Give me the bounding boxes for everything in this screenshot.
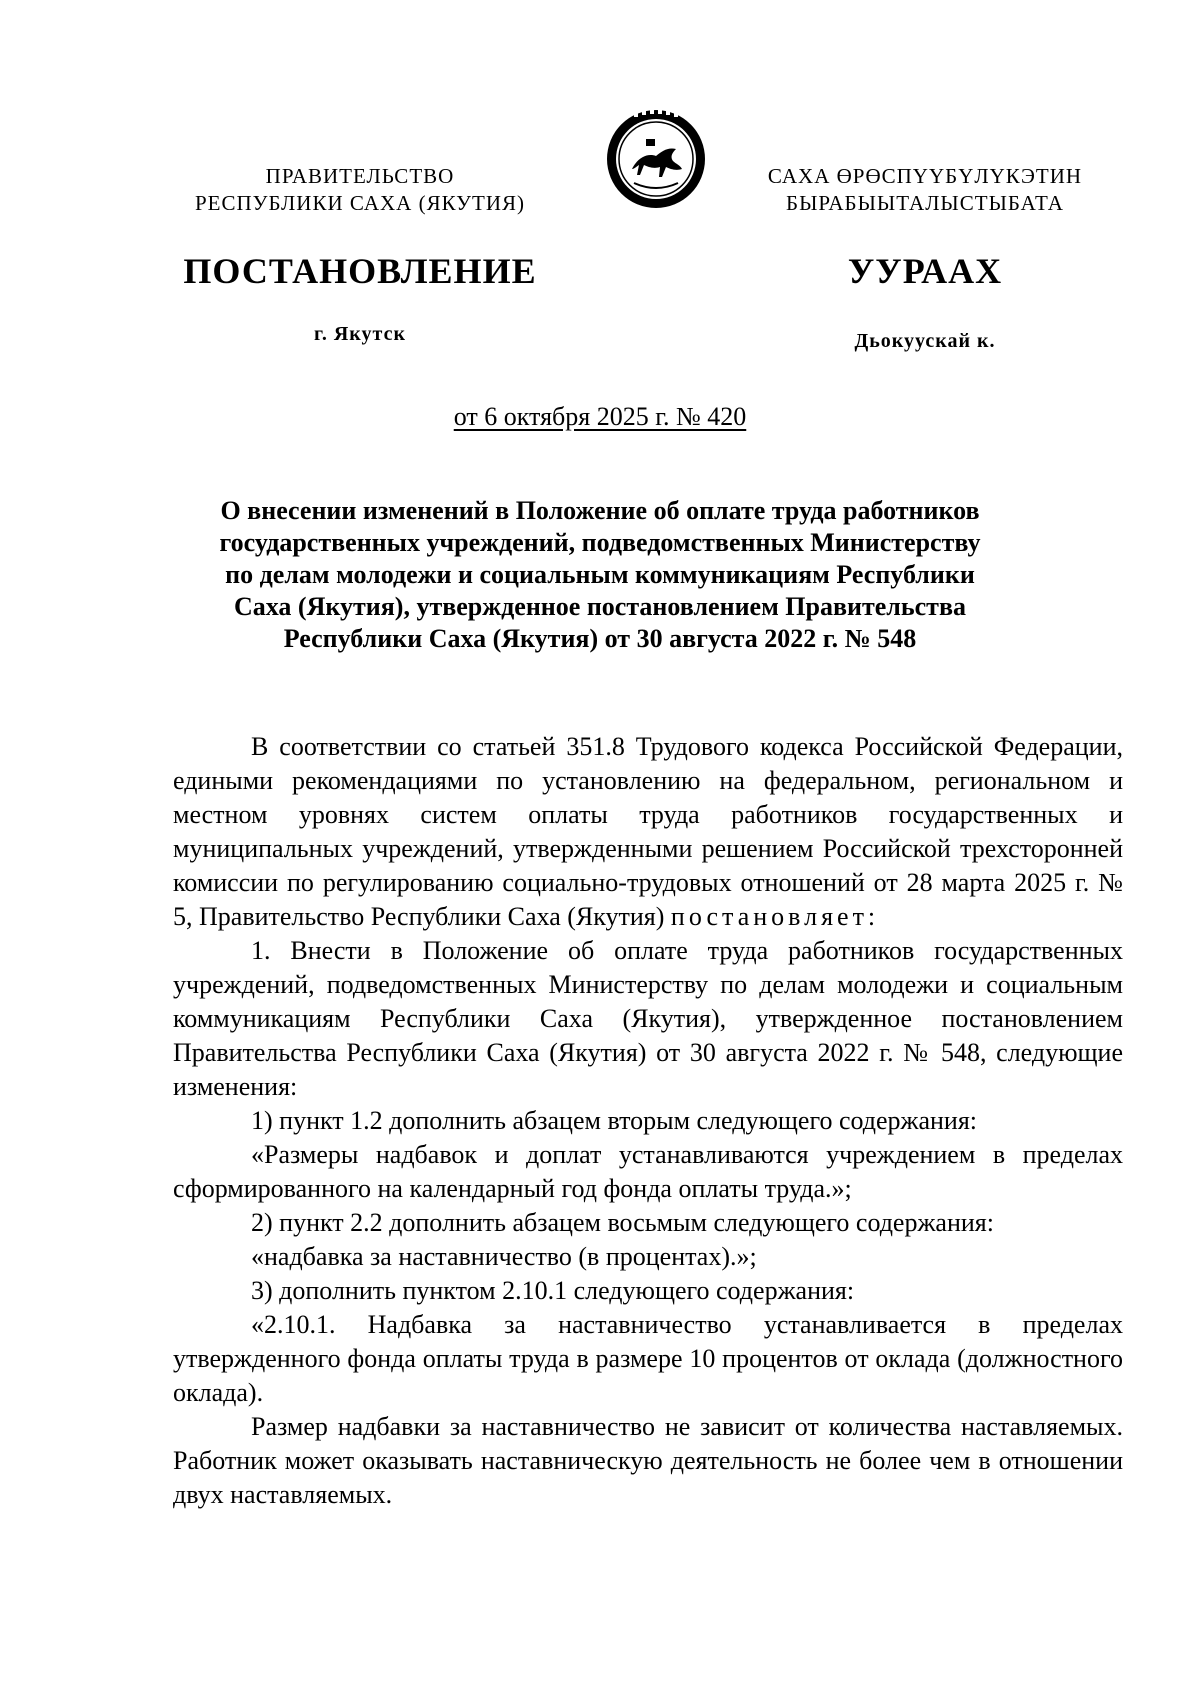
government-name-sakha-line1: САХА ӨРӨСПҮҮБҮЛҮКЭТИН <box>767 164 1083 188</box>
city-sakha: Дьокуускай к. <box>854 330 996 352</box>
title-line: Саха (Якутия), утвержденное постановлением Правительства <box>234 592 966 621</box>
preamble-text: В соответствии со статьей 351.8 Трудового кодекса Российской Федерации, едиными рекомендациями по установлению на федеральном, региональном и местном уровнях систем оплаты труда работников государственных и муниципальных учреждений, утвержденными решением Российской трехсторонней комиссии по регулированию социально-трудовых отношений от 28 марта 2025 г. № 5, Правительство Республики Саха (Якутия) <box>173 732 1123 931</box>
paragraph-subitem-1: 1) пункт 1.2 дополнить абзацем вторым следующего содержания: <box>251 1106 978 1135</box>
document-body <box>173 730 1123 1512</box>
paragraph-subitem-3: 3) дополнить пунктом 2.10.1 следующего содержания: <box>251 1276 855 1305</box>
paragraph-preamble <box>173 730 1123 934</box>
document-title <box>180 495 1020 655</box>
title-line: по делам молодежи и социальным коммуникациям Республики <box>225 560 975 589</box>
coat-of-arms-emblem <box>604 107 708 211</box>
government-name-ru-line1: ПРАВИТЕЛЬСТВО <box>265 164 455 188</box>
doc-type-ru: ПОСТАНОВЛЕНИЕ <box>183 251 537 291</box>
government-name-ru <box>170 163 550 217</box>
title-line: Республики Саха (Якутия) от 30 августа 2022 г. № 548 <box>283 624 917 653</box>
government-name-sakha-line2: БЫРАБЫЫТАЛЫСТЫБАТА <box>786 191 1064 215</box>
city-ru: г. Якутск <box>314 323 406 345</box>
date-line: от 6 октября 2025 г. № 420 <box>453 402 747 431</box>
paragraph-quote-3-continued: Размер надбавки за наставничество не зависит от количества наставляемых. Работник может оказывать наставническую деятельность не более чем в отношении двух наставляемых. <box>173 1412 1123 1509</box>
resolves-word: постановляет: <box>670 902 880 931</box>
doc-type-sakha: УУРААХ <box>847 251 1003 291</box>
paragraph-item-1: 1. Внести в Положение об оплате труда работников государственных учреждений, подведомственных Министерству по делам молодежи и социальным коммуникациям Республики Саха (Якутия), утвержденное постановлением Правительства Республики Саха (Якутия) от 30 августа 2022 г. № 548, следующие изменения: <box>173 936 1123 1101</box>
paragraph-quote-2: «надбавка за наставничество (в процентах).»; <box>251 1242 757 1271</box>
paragraph-quote-1: «Размеры надбавок и доплат устанавливаются учреждением в пределах сформированного на календарный год фонда оплаты труда.»; <box>173 1140 1123 1203</box>
paragraph-subitem-2: 2) пункт 2.2 дополнить абзацем восьмым следующего содержания: <box>251 1208 994 1237</box>
paragraph-quote-3: «2.10.1. Надбавка за наставничество устанавливается в пределах утвержденного фонда оплаты труда в размере 10 процентов от оклада (должностного оклада). <box>173 1310 1123 1407</box>
government-name-ru-line2: РЕСПУБЛИКИ САХА (ЯКУТИЯ) <box>194 191 526 215</box>
government-name-sakha <box>740 163 1110 217</box>
title-line: государственных учреждений, подведомственных Министерству <box>219 528 981 557</box>
title-line: О внесении изменений в Положение об оплате труда работников <box>220 496 980 525</box>
document-date-number <box>0 402 1200 432</box>
